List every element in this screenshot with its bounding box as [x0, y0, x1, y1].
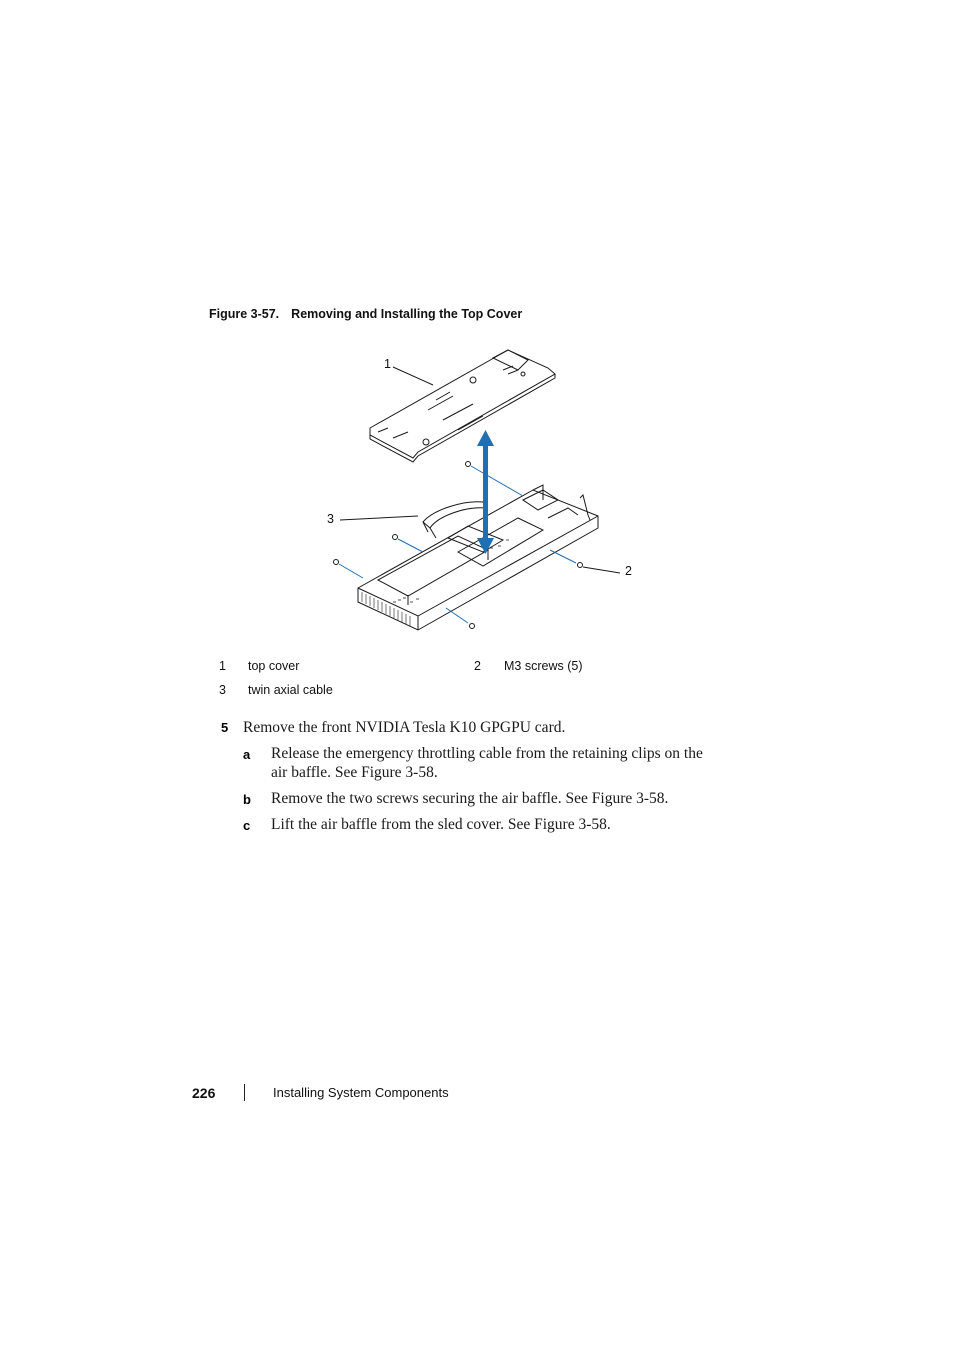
legend-num-1: 1: [219, 659, 226, 673]
figure-label: Figure 3-57.: [209, 307, 280, 321]
callout-2: 2: [625, 564, 632, 578]
legend-num-2: 2: [474, 659, 481, 673]
legend-text-1: top cover: [248, 659, 300, 673]
top-cover-illustration: [318, 340, 648, 645]
step-text: Remove the front NVIDIA Tesla K10 GPGPU card.: [243, 719, 566, 736]
page-number: 226: [192, 1085, 216, 1101]
substep-a-letter: a: [243, 747, 251, 762]
legend-text-3: twin axial cable: [248, 683, 333, 697]
top-cover: [370, 350, 555, 458]
footer-section: Installing System Components: [273, 1085, 449, 1100]
figure-title: Removing and Installing the Top Cover: [291, 307, 523, 321]
substep-a-line2: air baffle. See Figure 3-58.: [271, 764, 438, 781]
footer-divider: [244, 1084, 245, 1101]
substep-b-letter: b: [243, 792, 251, 807]
callout-3: 3: [327, 512, 334, 526]
substep-a-line1: Release the emergency throttling cable from the retaining clips on the: [271, 745, 703, 762]
substep-c-text: Lift the air baffle from the sled cover. See Figure 3-58.: [271, 816, 611, 833]
step-number: 5: [221, 720, 229, 735]
substep-b-text: Remove the two screws securing the air baffle. See Figure 3-58.: [271, 790, 669, 807]
legend-text-2: M3 screws (5): [504, 659, 583, 673]
callout-1: 1: [384, 357, 391, 371]
legend-num-3: 3: [219, 683, 226, 697]
substep-c-letter: c: [243, 818, 251, 833]
figure-caption: [209, 307, 522, 321]
